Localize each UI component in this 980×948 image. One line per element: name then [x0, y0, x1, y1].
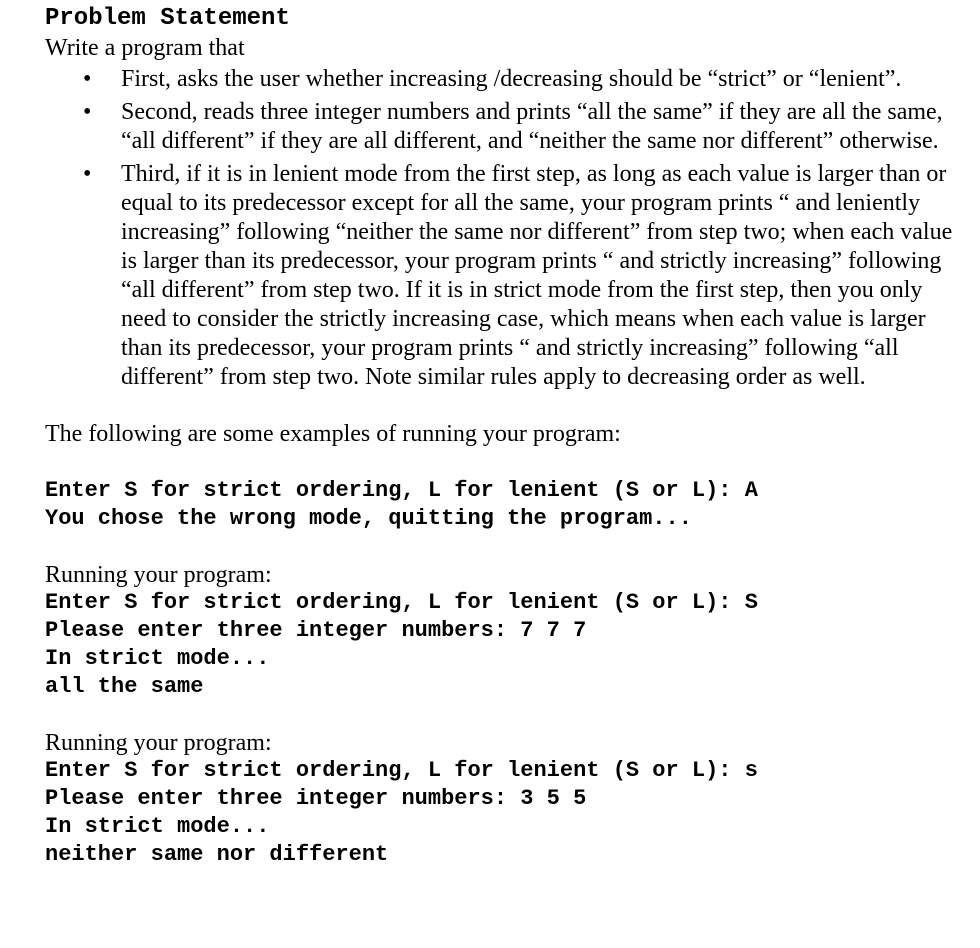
intro-text: Write a program that	[45, 35, 245, 61]
bullet-icon: •	[83, 99, 92, 125]
example-1	[45, 477, 970, 533]
console-line: In strict mode...	[45, 814, 270, 839]
console-line: Enter S for strict ordering, L for lenient (S or L): s	[45, 758, 758, 783]
bullet-text: Third, if it is in lenient mode from the first step, as long as each value is larger than or equal to its predecessor except for all the same, your program prints “ and leniently increasing” following “neither the same nor different” from step two; when each value is larger than its predecessor, your program prints “ and strictly increasing” following “all different” from step two. If it is in strict mode from the first step, then you only need to consider the strictly increasing case, which means when each value is larger than its predecessor, your program prints “ and strictly increasing” following “all different” from step two. Note similar rules apply to decreasing order as well.	[121, 161, 953, 390]
console-line: Please enter three integer numbers: 7 7 7	[45, 618, 587, 643]
console-line: In strict mode...	[45, 646, 270, 671]
console-line: You chose the wrong mode, quitting the program...	[45, 506, 692, 531]
list-item	[45, 65, 970, 94]
console-line: all the same	[45, 674, 204, 699]
example-3	[45, 729, 970, 869]
list-item	[45, 98, 970, 156]
console-line: Please enter three integer numbers: 3 5 5	[45, 786, 587, 811]
console-line: neither same nor different	[45, 842, 389, 867]
run-label: Running your program:	[45, 562, 272, 588]
example-2	[45, 561, 970, 701]
document-page	[45, 4, 970, 869]
bullet-icon: •	[83, 66, 92, 92]
problem-heading: Problem Statement	[45, 5, 290, 32]
run-label: Running your program:	[45, 730, 272, 756]
bullet-text: First, asks the user whether increasing /decreasing should be “strict” or “lenient”.	[121, 66, 902, 92]
console-line: Enter S for strict ordering, L for lenient (S or L): S	[45, 590, 758, 615]
list-item	[45, 160, 970, 392]
examples-intro: The following are some examples of running your program:	[45, 421, 621, 447]
bullet-icon: •	[83, 161, 92, 187]
requirements-list	[45, 65, 970, 392]
console-line: Enter S for strict ordering, L for lenient (S or L): A	[45, 478, 758, 503]
bullet-text: Second, reads three integer numbers and prints “all the same” if they are all the same, “all different” if they are all different, and “neither the same nor different” otherwise.	[121, 99, 943, 154]
